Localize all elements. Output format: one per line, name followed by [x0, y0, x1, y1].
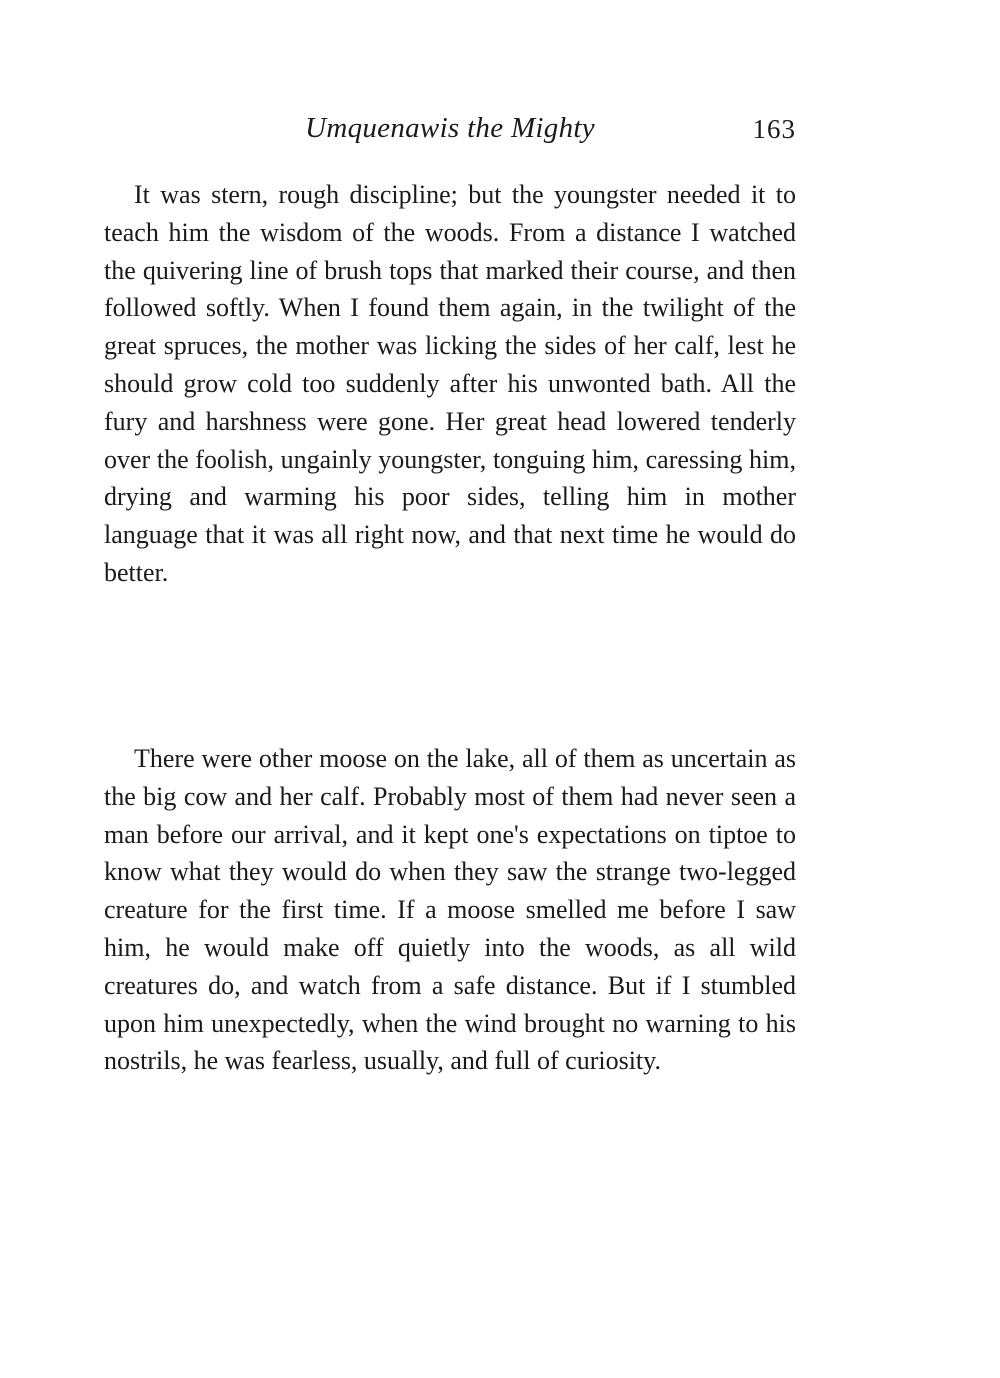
page-number: 163 [752, 114, 796, 144]
paragraph-1 [104, 176, 796, 592]
paragraph-2 [104, 740, 796, 1080]
paragraph-1-text: It was stern, rough discipline; but the youngster needed it to teach him the wisdom of the woods. From a distance I watched the quivering line of brush tops that marked their course, and then followed softly. When I found them again, in the twilight of the great spruces, the mother was licking the sides of her calf, lest he should grow cold too suddenly after his unwonted bath. All the fury and harshness were gone. Her great head lowered tenderly over the foolish, ungainly youngster, tonguing him, caressing him, drying and warming his poor sides, telling him in mother language that it was all right now, and that next time he would do better. [104, 180, 796, 587]
running-title: Umquenawis the Mighty [305, 112, 595, 144]
paragraph-2-text: There were other moose on the lake, all of them as uncertain as the big cow and her calf. Probably most of them had never seen a man before our arrival, and it kept one's expectations on tiptoe to know what they would do when they saw the strange two-legged creature for the first time. If a moose smelled me before I saw him, he would make off quietly into the woods, as all wild creatures do, and watch from a safe distance. But if I stumbled upon him unexpectedly, when the wind brought no warning to his nostrils, he was fearless, usually, and full of curiosity. [104, 744, 796, 1076]
running-head [104, 112, 796, 152]
